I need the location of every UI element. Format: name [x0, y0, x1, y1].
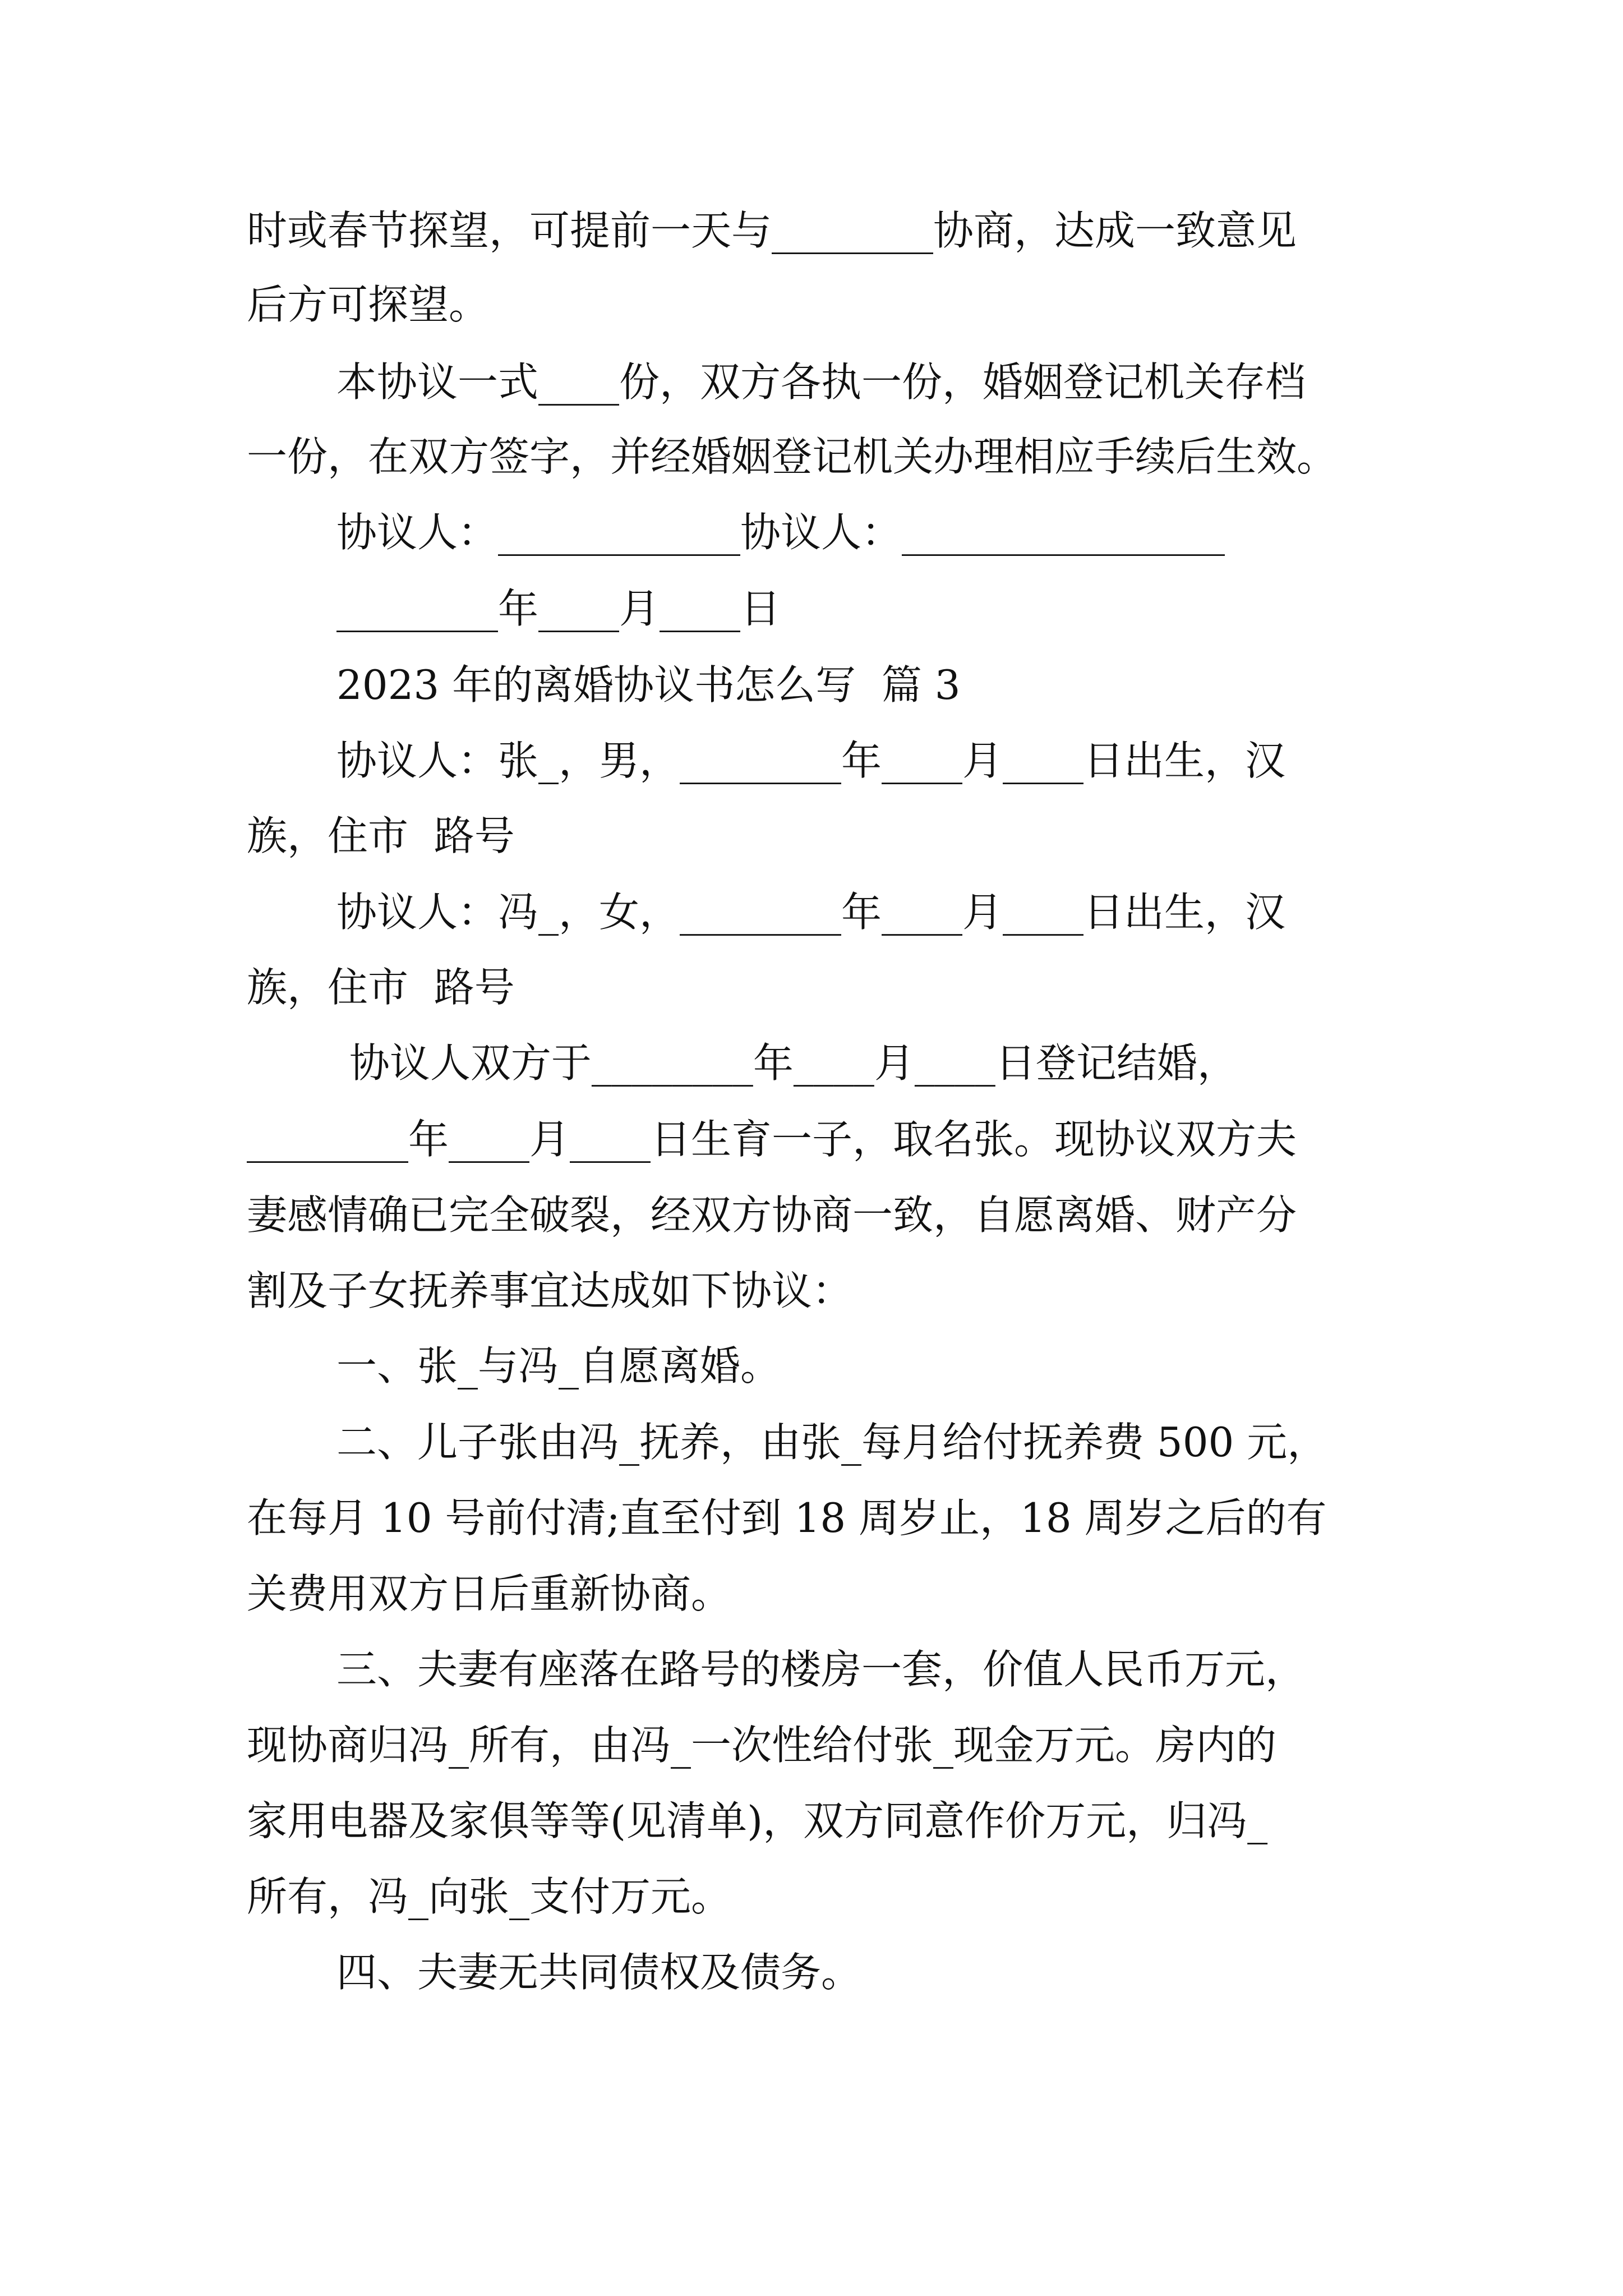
clause-1: 一、张_与冯_自愿离婚。	[336, 1342, 781, 1389]
date-line: ________年____月____日	[336, 585, 781, 632]
clause-3-line-1: 三、夫妻有座落在路号的楼房一套，价值人民币万元，	[336, 1646, 1306, 1693]
signature-line: 协议人：____________协议人：________________	[336, 509, 1225, 556]
clause-3-line-3: 家用电器及家俱等等(见清单)，双方同意作价万元，归冯_	[247, 1797, 1268, 1844]
paragraph-line-2: ________年____月____日生育一子，取名张。现协议双方夫	[247, 1116, 1297, 1163]
clause-4: 四、夫妻无共同债权及债务。	[336, 1949, 862, 1996]
text-line-4: 一份，在双方签字，并经婚姻登记机关办理相应手续后生效。	[247, 433, 1338, 480]
party-1-line-1: 协议人：张_，男，________年____月____日出生，汉	[336, 737, 1286, 784]
clause-3-line-4: 所有，冯_向张_支付万元。	[247, 1873, 732, 1920]
clause-2-line-3: 关费用双方日后重新协商。	[247, 1570, 732, 1617]
paragraph-line-1: 协议人双方于________年____月____日登记结婚，	[336, 1039, 1238, 1087]
text-line-2: 后方可探望。	[247, 281, 490, 328]
text-line-1: 时或春节探望，可提前一天与________协商，达成一致意见	[247, 207, 1297, 254]
clause-2-line-1: 二、儿子张由冯_抚养，由张_每月给付抚养费 500 元，	[336, 1419, 1328, 1466]
paragraph-line-3: 妻感情确已完全破裂，经双方协商一致，自愿离婚、财产分	[247, 1191, 1297, 1239]
clause-3-line-2: 现协商归冯_所有，由冯_一次性给付张_现金万元。房内的	[247, 1722, 1277, 1769]
paragraph-line-4: 割及子女抚养事宜达成如下协议：	[247, 1267, 853, 1314]
text-line-3: 本协议一式____份，双方各执一份，婚姻登记机关存档	[336, 358, 1306, 406]
clause-2-line-2: 在每月 10 号前付清;直至付到 18 周岁止，18 周岁之后的有	[247, 1494, 1327, 1542]
party-1-line-2: 族，住市 路号	[247, 812, 515, 859]
party-2-line-2: 族，住市 路号	[247, 964, 515, 1011]
section-heading: 2023 年的离婚协议书怎么写 篇 3	[336, 661, 961, 708]
party-2-line-1: 协议人：冯_，女，________年____月____日出生，汉	[336, 889, 1286, 936]
